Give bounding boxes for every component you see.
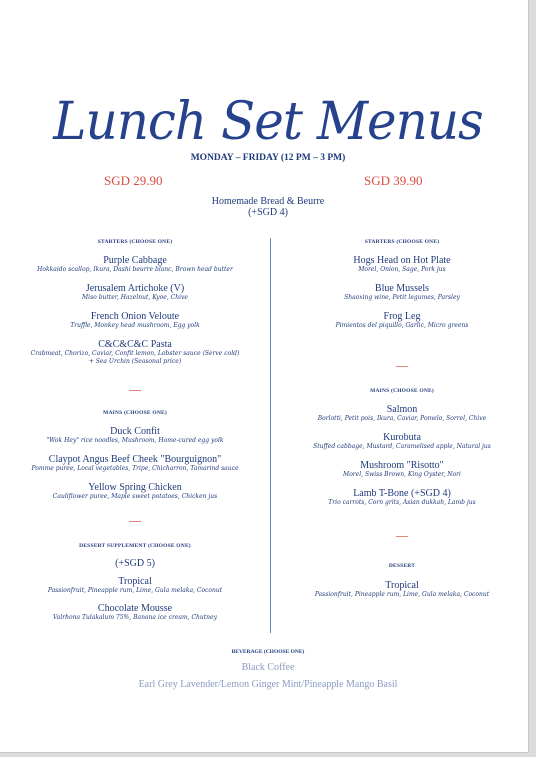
dessert-supplement-price: (+SGD 5) <box>115 558 155 569</box>
left-starters-section <box>5 239 265 245</box>
dish-name: Jerusalem Artichoke (V) <box>85 283 185 294</box>
dish-description: Morel, Onion, Sage, Pork jus <box>358 266 446 273</box>
dish-description: Shaoxing wine, Petit legumes, Parsley <box>344 294 460 301</box>
column-divider <box>270 238 271 633</box>
dish-name: Hogs Head on Hot Plate <box>353 255 451 266</box>
beverage-line: Earl Grey Lavender/Lemon Ginger Mint/Pineapple Mango Basil <box>138 679 398 690</box>
menu-item <box>5 603 265 622</box>
dish-name: Blue Mussels <box>374 283 430 294</box>
dish-description: Passionfruit, Pineapple rum, Lime, Gula melaka, Coconut <box>314 591 490 598</box>
menu-item <box>272 432 532 451</box>
dish-description: Pomme puree, Local vegetables, Tripe, Chicharron, Tamarind sauce <box>31 465 239 472</box>
dish-description: "Wok Hey" rice noodles, Mushroom, Home-cured egg yolk <box>46 437 224 444</box>
menu-title: Lunch Set Menus <box>53 90 483 152</box>
dessert-supplement <box>5 558 265 569</box>
dish-description: Hokkaido scallop, Ikura, Dashi beurre blanc, Brown head butter <box>37 266 233 273</box>
right-mains-section <box>272 388 532 394</box>
dish-description: Cauliflower puree, Maple sweet potatoes, Chicken jus <box>52 493 218 500</box>
price-left: SGD 29.90 <box>104 173 163 188</box>
section-heading: DESSERT <box>388 563 416 569</box>
section-heading: STARTERS (CHOOSE ONE) <box>97 239 173 245</box>
dish-name: Mushroom "Risotto" <box>360 460 444 471</box>
dish-name: Frog Leg <box>383 311 421 322</box>
dish-description: Borlotti, Petit pois, Ikura, Caviar, Pomelo, Sorrel, Chive <box>317 415 487 422</box>
dish-name: Tropical <box>118 576 152 587</box>
menu-item <box>272 404 532 423</box>
dish-description: Stuffed cabbage, Mustard, Caramelised apple, Natural jus <box>313 443 491 450</box>
menu-item <box>272 283 532 302</box>
menu-item <box>5 482 265 501</box>
dish-description: Trio carrots, Corn grits, Asian dukkah, Lamb jus <box>328 499 476 506</box>
menu-item <box>5 283 265 302</box>
separator <box>272 366 532 367</box>
dish-name: Chocolate Mousse <box>97 603 173 614</box>
dish-name: Claypot Angus Beef Cheek "Bourguignon" <box>48 454 222 465</box>
beverage-heading: BEVERAGE (CHOOSE ONE) <box>231 649 305 655</box>
dish-name: C&C&C&C Pasta <box>98 339 172 350</box>
menu-item <box>272 311 532 330</box>
dish-description: Truffle, Monkey head mushroom, Egg yolk <box>70 322 200 329</box>
dish-name: Kurobuta <box>383 432 421 443</box>
separator <box>272 536 532 537</box>
menu-item <box>5 255 265 274</box>
menu-item <box>5 576 265 595</box>
menu-item <box>272 460 532 479</box>
dish-name: Yellow Spring Chicken <box>88 482 182 493</box>
dish-description-extra: + Sea Urchin (Seasonal price) <box>88 358 182 365</box>
left-dessert-section <box>5 543 265 549</box>
section-heading: MAINS (CHOOSE ONE) <box>370 388 434 394</box>
bread-name: Homemade Bread & Beurre <box>211 196 325 207</box>
beverage-line: Black Coffee <box>241 662 295 673</box>
section-heading: STARTERS (CHOOSE ONE) <box>364 239 440 245</box>
dish-name: Lamb T-Bone (+SGD 4) <box>353 488 451 499</box>
bread-item <box>0 196 536 218</box>
right-dessert-section <box>272 563 532 569</box>
dish-description: Passionfruit, Pineapple rum, Lime, Gula melaka, Coconut <box>47 587 223 594</box>
dish-description: Crabmeat, Chorizo, Caviar, Confit lemon, Lobster sauce (Serve cold) <box>30 350 240 357</box>
menu-subtitle: MONDAY – FRIDAY (12 PM – 3 PM) <box>190 153 346 163</box>
separator <box>5 521 265 522</box>
menu-item <box>272 488 532 507</box>
section-heading: DESSERT SUPPLEMENT (CHOOSE ONE) <box>79 543 191 549</box>
section-heading: MAINS (CHOOSE ONE) <box>103 410 167 416</box>
separator <box>5 390 265 391</box>
dish-name: Tropical <box>385 580 419 591</box>
dish-name: Purple Cabbage <box>103 255 167 266</box>
menu-item <box>272 580 532 599</box>
dish-description: Pimientos del piquillo, Garlic, Micro greens <box>335 322 469 329</box>
bread-supplement: (+SGD 4) <box>248 207 288 218</box>
dish-description: Miso butter, Hazelnut, Kyoe, Chive <box>82 294 188 301</box>
price-right: SGD 39.90 <box>364 173 423 188</box>
dish-name: Duck Confit <box>110 426 160 437</box>
left-mains-section <box>5 410 265 416</box>
menu-item <box>272 255 532 274</box>
menu-item <box>5 454 265 473</box>
dish-description: Morel, Swiss Brown, King Oyster, Nori <box>343 471 461 478</box>
menu-item <box>5 339 265 366</box>
dish-name: Salmon <box>386 404 418 415</box>
menu-item <box>5 311 265 330</box>
dish-name: French Onion Veloute <box>90 311 180 322</box>
dish-description: Valrhona Tulakalum 75%, Banana ice cream, Chutney <box>53 614 217 621</box>
menu-item <box>5 426 265 445</box>
right-starters-section <box>272 239 532 245</box>
